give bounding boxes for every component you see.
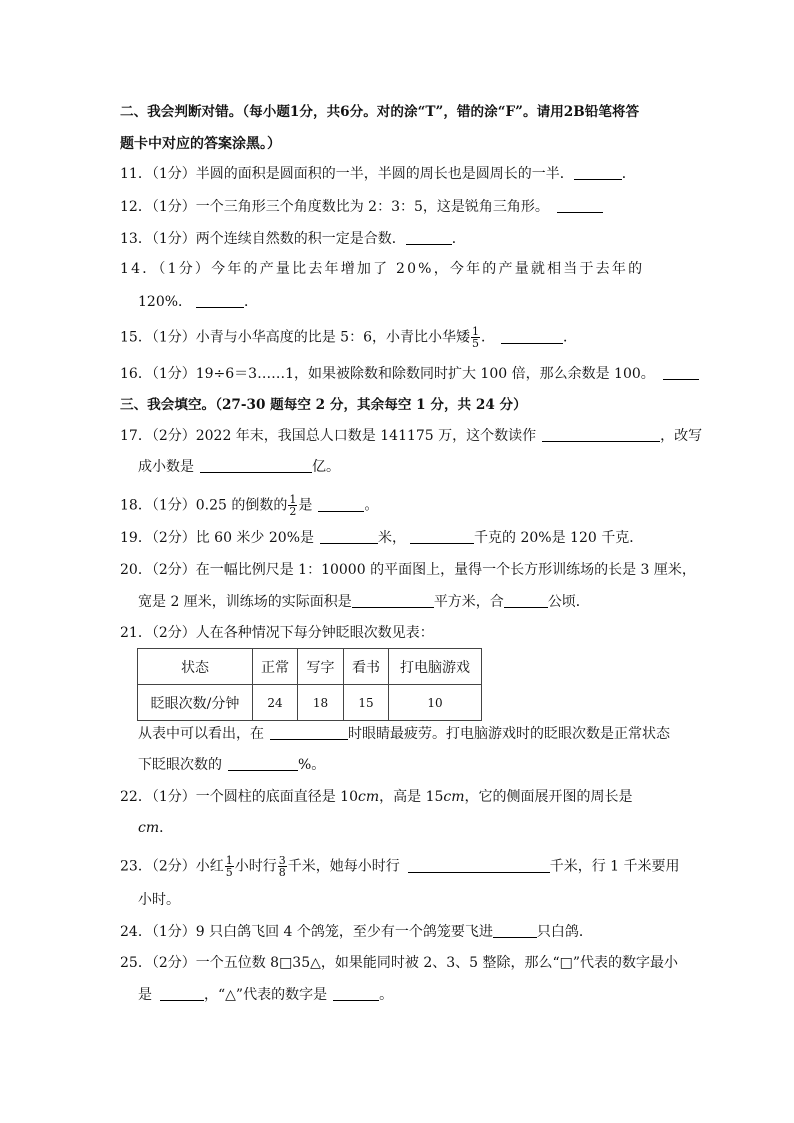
- table-header-row: [138, 649, 482, 685]
- question-14-line2-text: 120%．: [138, 294, 193, 310]
- question-17-line2: [138, 457, 340, 477]
- question-21-after2-end: %。: [298, 757, 326, 773]
- fraction-1-5: [225, 855, 234, 878]
- fraction-1-5: [471, 326, 480, 349]
- question-11: [120, 164, 636, 184]
- answer-blank-25a[interactable]: [160, 986, 204, 1001]
- answer-blank-18[interactable]: [318, 497, 364, 512]
- answer-blank-24[interactable]: [493, 923, 537, 938]
- question-11-text: 11．（1分）半圆的面积是圆面积的一半，半圆的周长也是圆周长的一半．: [120, 166, 574, 182]
- section2-title: [120, 102, 639, 122]
- question-17-line2-end: 亿。: [312, 459, 340, 475]
- answer-blank-15[interactable]: [501, 329, 563, 344]
- fraction-denominator: 2: [289, 505, 297, 518]
- question-11-end: ．: [621, 166, 636, 182]
- answer-blank-19b[interactable]: [410, 529, 474, 544]
- question-20-end: 公顷．: [547, 594, 590, 610]
- section2-title-bold: 二、我会判断对错。: [120, 104, 243, 120]
- answer-blank-19a[interactable]: [320, 529, 378, 544]
- question-17-line1-end: ，改写: [660, 428, 703, 444]
- question-20-line2: [138, 592, 590, 612]
- fraction-1-2: [288, 494, 297, 517]
- question-12-text: 12．（1分）一个三角形三个角度数比为 2：3：5，这是锐角三角形。: [120, 199, 549, 215]
- answer-blank-16[interactable]: [663, 365, 699, 380]
- fraction-numerator: 1: [225, 854, 233, 867]
- question-18-text: 18．（1分）0.25 的倒数的: [120, 497, 288, 514]
- answer-blank-13[interactable]: [406, 230, 452, 245]
- question-18-end: 。: [364, 497, 379, 514]
- table-cell: 眨眼次数/分钟: [138, 685, 253, 721]
- question-22: [120, 787, 633, 807]
- question-21: 21．（2分）人在各种情况下每分钟眨眼次数见表：: [120, 625, 434, 641]
- question-23-b: 小时行: [234, 858, 277, 875]
- answer-blank-21a[interactable]: [270, 725, 348, 740]
- table-cell: 24: [253, 685, 298, 721]
- question-23: [120, 855, 680, 878]
- question-12: [120, 197, 603, 217]
- table-row: [138, 685, 482, 721]
- table-header-cell: 写字: [298, 649, 344, 685]
- question-14-line2: [138, 292, 258, 312]
- fraction-denominator: 5: [225, 866, 233, 879]
- answer-blank-14[interactable]: [196, 293, 244, 308]
- unit-cm: cm: [358, 789, 380, 805]
- question-13: [120, 229, 466, 249]
- question-18: [120, 494, 378, 517]
- question-25-end: 。: [379, 987, 394, 1003]
- question-20-line1: 20．（2分）在一幅比例尺是 1：10000 的平面图上，量得一个长方形训练场的长是 3 厘米，: [120, 562, 696, 578]
- fraction-denominator: 5: [472, 337, 479, 350]
- fraction-3-8: [278, 855, 287, 878]
- question-24-end: 只白鸽．: [536, 924, 593, 940]
- answer-blank-20b[interactable]: [504, 593, 548, 608]
- blink-table: [137, 648, 482, 721]
- answer-blank-25b[interactable]: [333, 986, 379, 1001]
- question-15-after: ．: [481, 329, 495, 346]
- question-23-d: 千米，行 1 千米要用: [549, 858, 680, 875]
- question-22-text-a: 22．（1分）一个圆柱的底面直径是 10: [120, 789, 358, 805]
- question-15-text: 15．（1分）小青与小华高度的比是 5：6，小青比小华矮: [120, 329, 470, 346]
- question-23-c: 千米，她每小时行: [287, 858, 400, 875]
- answer-blank-23a[interactable]: [408, 858, 550, 873]
- question-19: [120, 528, 643, 548]
- question-25-line1: 25．（2分）一个五位数 8□35△，如果能同时被 2、3、5 整除，那么“□”代表的数字最小: [120, 955, 679, 971]
- question-22-end: ．: [159, 820, 174, 836]
- question-15-end: ．: [563, 329, 577, 346]
- question-22-line2: [138, 818, 173, 838]
- fraction-denominator: 8: [278, 866, 286, 879]
- question-21-after1-end: 时眼睛最疲劳。打电脑游戏时的眨眼次数是正常状态: [348, 726, 670, 742]
- fraction-numerator: 3: [278, 854, 286, 867]
- question-25-line2: [138, 985, 393, 1005]
- answer-blank-17b[interactable]: [200, 458, 312, 473]
- answer-blank-17a[interactable]: [542, 427, 660, 442]
- question-25-line2-text: 是: [138, 987, 152, 1003]
- table-header-cell: 打电脑游戏: [389, 649, 482, 685]
- question-18-after: 是: [298, 497, 313, 514]
- question-24-text: 24．（1分）9 只白鸽飞回 4 个鸽笼，至少有一个鸽笼要飞进: [120, 924, 493, 940]
- fraction-numerator: 1: [289, 493, 297, 506]
- section2-title-rest: （每小题1分，共6分。对的涂“T”，错的涂“F”。请用2B铅笔将答: [242, 104, 640, 120]
- unit-cm: cm: [443, 789, 465, 805]
- question-15: [120, 326, 577, 349]
- question-21-after2-text: 下眨眼次数的: [138, 757, 222, 773]
- answer-blank-11[interactable]: [574, 165, 622, 180]
- question-21-after1: [138, 724, 670, 744]
- question-20-line2-text: 宽是 2 厘米，训练场的实际面积是: [138, 594, 352, 610]
- section3-title: 三、我会填空。（27-30 题每空 2 分，其余每空 1 分，共 24 分）: [120, 397, 527, 413]
- table-header-cell: 正常: [253, 649, 298, 685]
- question-14-line1: 14．（1分）今年的产量比去年增加了 20%，今年的产量就相当于去年的: [120, 261, 645, 277]
- question-21-after1-text: 从表中可以看出，在: [138, 726, 264, 742]
- question-22-text-b: ，高是 15: [379, 789, 444, 805]
- question-23-a: 23．（2分）小红: [120, 858, 224, 875]
- question-17-text: 17．（2分）2022 年末，我国总人口数是 141175 万，这个数读作: [120, 428, 537, 444]
- question-19-end: 千克的 20%是 120 千克．: [474, 530, 644, 546]
- question-14-end: ．: [244, 294, 259, 310]
- question-16-text: 16．（1分）19÷6＝3……1，如果被除数和除数同时扩大 100 倍，那么余数是 100。: [120, 366, 655, 382]
- answer-blank-21b[interactable]: [228, 756, 298, 771]
- answer-blank-20a[interactable]: [352, 593, 434, 608]
- unit-cm: cm: [138, 820, 160, 836]
- question-21-after2: [138, 755, 325, 775]
- table-cell: 18: [298, 685, 344, 721]
- question-20-mid: 平方米，合: [433, 594, 504, 610]
- section2-title-line2: 题卡中对应的答案涂黑。）: [120, 136, 281, 152]
- question-13-text: 13．（1分）两个连续自然数的积一定是合数．: [120, 231, 406, 247]
- table-header-cell: 状态: [138, 649, 253, 685]
- question-23-line2: 小时。: [138, 892, 180, 908]
- question-25-mid: ，“△”代表的数字是: [204, 987, 328, 1003]
- question-22-text-c: ，它的侧面展开图的周长是: [464, 789, 633, 805]
- question-17-line2-text: 成小数是: [138, 459, 194, 475]
- fraction-numerator: 1: [472, 325, 479, 338]
- answer-blank-12[interactable]: [557, 198, 603, 213]
- question-17-line1: [120, 426, 702, 446]
- table-cell: 15: [344, 685, 389, 721]
- table-header-cell: 看书: [344, 649, 389, 685]
- question-19-mid: 米，: [378, 530, 407, 546]
- question-16: [120, 364, 699, 384]
- question-13-end: ．: [451, 231, 466, 247]
- table-cell: 10: [389, 685, 482, 721]
- question-19-text: 19．（2分）比 60 米少 20%是: [120, 530, 315, 546]
- question-24: [120, 922, 593, 942]
